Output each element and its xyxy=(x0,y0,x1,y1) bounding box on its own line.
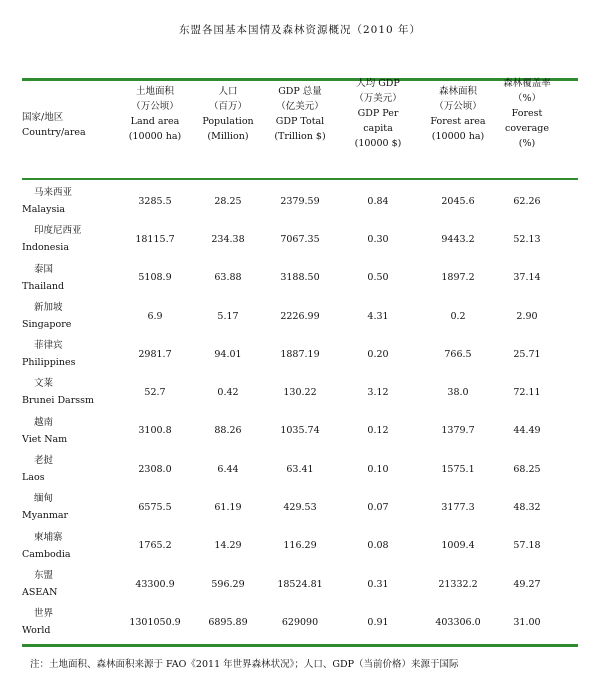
cell-gdp: 1035.74 xyxy=(280,425,320,437)
cell-gdp_pc: 0.31 xyxy=(367,578,389,590)
cell-gdp: 2379.59 xyxy=(280,195,320,207)
header-line: Country/area xyxy=(22,127,86,138)
cell-coverage: 68.25 xyxy=(513,463,541,475)
cell-land: 52.7 xyxy=(144,387,166,399)
country-cn: 世界 xyxy=(34,608,54,620)
cell-pop: 61.19 xyxy=(214,502,242,514)
country-cn: 缅甸 xyxy=(34,493,54,505)
header-line: Forest area xyxy=(430,116,486,127)
cell-forest: 1379.7 xyxy=(441,425,475,437)
country-cn: 文莱 xyxy=(34,378,54,390)
country-en: Singapore xyxy=(22,318,72,330)
cell-pop: 0.42 xyxy=(217,387,239,399)
cell-land: 3100.8 xyxy=(138,425,172,437)
cell-land: 5108.9 xyxy=(138,272,172,284)
footnote: 注：土地面积、森林面积来源于 FAO《2011 年世界森林状况》；人口、GDP（当前价格）来源于国际 xyxy=(30,659,459,670)
cell-coverage: 62.26 xyxy=(513,195,541,207)
header-rule xyxy=(22,178,578,180)
cell-pop: 63.88 xyxy=(214,272,242,284)
cell-gdp_pc: 0.07 xyxy=(367,502,389,514)
cell-forest: 3177.3 xyxy=(441,502,475,514)
header-line: GDP 总量 xyxy=(278,86,322,97)
header-line: (10000 ha) xyxy=(128,131,182,142)
header-col-2 xyxy=(195,84,261,178)
country-cn: 东盟 xyxy=(34,569,54,581)
header-line: （%） xyxy=(512,93,542,104)
country-cn: 印度尼西亚 xyxy=(34,225,82,237)
cell-coverage: 37.14 xyxy=(513,272,541,284)
table-row xyxy=(22,373,578,411)
cell-gdp: 18524.81 xyxy=(277,578,323,590)
cell-forest: 1009.4 xyxy=(441,540,475,552)
header-line: (10000 $) xyxy=(354,138,402,149)
cell-pop: 6895.89 xyxy=(208,616,248,628)
cell-pop: 234.38 xyxy=(211,233,245,245)
header-line: 土地面积 xyxy=(135,86,174,97)
table-body xyxy=(22,182,578,642)
header-col-5 xyxy=(418,84,498,178)
cell-land: 18115.7 xyxy=(135,233,175,245)
country-en: Cambodia xyxy=(22,548,71,560)
cell-pop: 6.44 xyxy=(217,463,239,475)
cell-land: 2308.0 xyxy=(138,463,172,475)
cell-gdp: 7067.35 xyxy=(280,233,320,245)
cell-coverage: 44.49 xyxy=(513,425,541,437)
country-en: World xyxy=(22,625,51,637)
cell-gdp: 130.22 xyxy=(283,387,317,399)
cell-forest: 0.2 xyxy=(450,310,466,322)
country-en: Viet Nam xyxy=(22,433,68,445)
cell-coverage: 25.71 xyxy=(513,348,541,360)
country-cn: 老挝 xyxy=(34,455,54,467)
cell-gdp: 429.53 xyxy=(283,502,317,514)
cell-pop: 14.29 xyxy=(214,540,242,552)
country-en: Philippines xyxy=(22,357,76,369)
header-line: （万公顷） xyxy=(131,101,179,112)
country-cn: 菲律宾 xyxy=(34,340,63,352)
table-row xyxy=(22,297,578,335)
country-cn: 柬埔寨 xyxy=(34,531,63,543)
cell-gdp_pc: 0.08 xyxy=(367,540,389,552)
cell-gdp: 1887.19 xyxy=(280,348,320,360)
cell-gdp_pc: 0.84 xyxy=(367,195,389,207)
cell-gdp_pc: 0.30 xyxy=(367,233,389,245)
country-en: Thailand xyxy=(22,280,65,292)
country-en: Myanmar xyxy=(22,510,69,522)
cell-pop: 94.01 xyxy=(214,348,242,360)
header-line: 森林面积 xyxy=(438,86,477,97)
header-line: (Trillion $) xyxy=(274,131,326,142)
header-line: (Million) xyxy=(207,131,249,142)
country-en: Brunei Darssm xyxy=(22,395,95,407)
header-line: (%) xyxy=(518,138,536,149)
header-line: 森林覆盖率 xyxy=(503,78,551,89)
header-line: GDP Per xyxy=(357,108,399,119)
cell-gdp_pc: 0.12 xyxy=(367,425,389,437)
cell-gdp_pc: 4.31 xyxy=(367,310,389,322)
cell-pop: 5.17 xyxy=(217,310,239,322)
cell-coverage: 57.18 xyxy=(513,540,541,552)
header-col-3 xyxy=(260,84,340,178)
cell-coverage: 72.11 xyxy=(513,387,541,399)
cell-gdp_pc: 0.10 xyxy=(367,463,389,475)
country-cn: 越南 xyxy=(34,416,54,428)
cell-coverage: 2.90 xyxy=(516,310,538,322)
cell-coverage: 31.00 xyxy=(513,616,541,628)
table-row xyxy=(22,220,578,258)
table-row xyxy=(22,527,578,565)
cell-gdp: 3188.50 xyxy=(280,272,320,284)
cell-gdp_pc: 3.12 xyxy=(367,387,389,399)
cell-land: 6.9 xyxy=(147,310,163,322)
bottom-rule xyxy=(22,644,578,647)
cell-forest: 38.0 xyxy=(447,387,469,399)
cell-pop: 596.29 xyxy=(211,578,245,590)
header-line: capita xyxy=(363,123,393,134)
header-line: GDP Total xyxy=(275,116,325,127)
header-line: （万公顷） xyxy=(434,101,482,112)
cell-gdp_pc: 0.50 xyxy=(367,272,389,284)
cell-forest: 766.5 xyxy=(444,348,472,360)
table-row xyxy=(22,182,578,220)
header-line: （亿美元） xyxy=(276,101,324,112)
cell-pop: 28.25 xyxy=(214,195,242,207)
table-row xyxy=(22,335,578,373)
country-en: Indonesia xyxy=(22,242,69,254)
cell-forest: 9443.2 xyxy=(441,233,475,245)
header-line: 国家/地区 xyxy=(22,112,64,123)
header-line: Population xyxy=(202,116,254,127)
country-en: Malaysia xyxy=(22,204,66,215)
cell-land: 1301050.9 xyxy=(129,616,181,628)
cell-gdp_pc: 0.91 xyxy=(367,616,389,628)
country-en: ASEAN xyxy=(22,586,58,598)
table-title: 东盟各国基本国情及森林资源概况（2010 年） xyxy=(178,24,422,36)
header-col-4 xyxy=(340,76,416,170)
header-line: 人均 GDP xyxy=(356,78,400,89)
cell-forest: 1575.1 xyxy=(441,463,475,475)
table-row xyxy=(22,412,578,450)
header-col-6 xyxy=(494,76,560,170)
cell-coverage: 52.13 xyxy=(513,233,541,245)
table-row xyxy=(22,450,578,488)
table-row xyxy=(22,565,578,603)
cell-gdp: 63.41 xyxy=(286,463,314,475)
cell-forest: 21332.2 xyxy=(438,578,478,590)
header-line: (10000 ha) xyxy=(431,131,485,142)
cell-gdp: 116.29 xyxy=(283,540,317,552)
table-row xyxy=(22,259,578,297)
cell-coverage: 49.27 xyxy=(513,578,541,590)
cell-gdp_pc: 0.20 xyxy=(367,348,389,360)
country-cn: 泰国 xyxy=(34,263,54,275)
table-row xyxy=(22,603,578,641)
country-cn: 马来西亚 xyxy=(34,187,73,198)
header-line: Forest xyxy=(511,108,543,119)
cell-land: 3285.5 xyxy=(138,195,172,207)
header-line: （万美元） xyxy=(354,93,402,104)
country-cn: 新加坡 xyxy=(34,301,63,313)
cell-forest: 2045.6 xyxy=(441,195,475,207)
cell-gdp: 629090 xyxy=(281,616,319,628)
header-line: 人口 xyxy=(218,86,238,97)
header-line: coverage xyxy=(505,123,549,134)
cell-land: 43300.9 xyxy=(135,578,175,590)
header-line: （百万） xyxy=(208,101,247,112)
cell-gdp: 2226.99 xyxy=(280,310,320,322)
table-row xyxy=(22,488,578,526)
cell-land: 2981.7 xyxy=(138,348,172,360)
country-en: Laos xyxy=(22,472,45,484)
header-line: Land area xyxy=(130,116,180,127)
cell-pop: 88.26 xyxy=(214,425,242,437)
cell-forest: 1897.2 xyxy=(441,272,475,284)
header-col-1 xyxy=(115,84,195,178)
cell-land: 1765.2 xyxy=(138,540,172,552)
cell-coverage: 48.32 xyxy=(513,502,541,514)
cell-forest: 403306.0 xyxy=(435,616,481,628)
cell-land: 6575.5 xyxy=(138,502,172,514)
